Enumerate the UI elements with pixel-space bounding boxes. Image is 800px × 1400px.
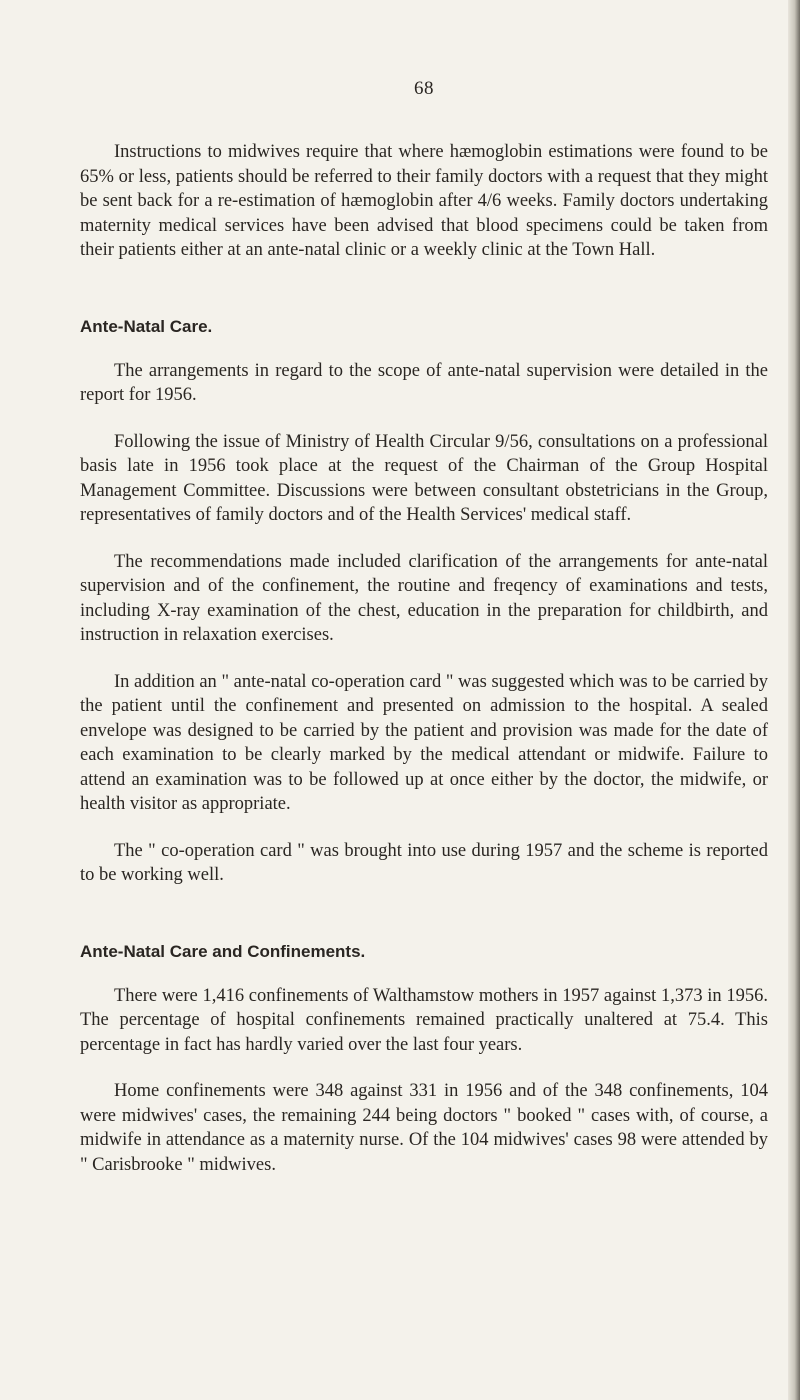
document-page — [80, 78, 768, 1177]
paragraph: In addition an " ante-natal co-operation card " was suggested which was to be carried by the patient until the confinement and presented on admission to the hospital. A sealed envelope was designed to be carried by the patient and provision was made for the date of each examination to be clearly marked by the medical attendant or midwife. Failure to attend an examination was to be followed up at once either by the doctor, the midwife, or health visitor as appropriate. — [80, 671, 768, 814]
page-number: 68 — [414, 78, 434, 99]
intro-paragraph: Instructions to midwives require that where hæmoglobin estimations were found to be 65% or less, patients should be referred to their family doctors with a request that they might be sent back for a re-estimation of hæmoglobin after 4/6 weeks. Family doctors undertaking maternity medical services have been advised that blood specimens could be taken from their patients either at an ante-natal clinic or a weekly clinic at the Town Hall. — [80, 142, 768, 260]
paragraph: The recommendations made included clarification of the arrangements for ante-natal supervision and of the confinement, the routine and freqency of examinations and tests, including X-ray examination of the chest, education in the preparation for childbirth, and instruction in relaxation exercises. — [80, 551, 768, 645]
page-edge-shadow — [788, 0, 800, 1400]
section-ante-natal-care-and-confinements — [80, 940, 768, 1178]
paragraph: The " co-operation card " was brought into use during 1957 and the scheme is reported to be working well. — [80, 840, 768, 885]
section-heading: Ante-Natal Care and Confinements. — [80, 941, 366, 961]
paragraph: The arrangements in regard to the scope of ante-natal supervision were detailed in the report for 1956. — [80, 360, 768, 405]
section-ante-natal-care — [80, 315, 768, 888]
paragraph: Home confinements were 348 against 331 in 1956 and of the 348 confinements, 104 were midwives' cases, the remaining 244 being doctors " booked " cases with, of course, a midwife in attendance as a maternity nurse. Of the 104 midwives' cases 98 were attended by " Carisbrooke " midwives. — [80, 1081, 768, 1175]
section-heading: Ante-Natal Care. — [80, 316, 213, 336]
paragraph: Following the issue of Ministry of Health Circular 9/56, consultations on a professional basis late in 1956 took place at the request of the Chairman of the Group Hospital Management Committee. Discussions were between consultant obstetricians in the Group, representatives of family doctors and of the Health Services' medical staff. — [80, 431, 768, 525]
paragraph: There were 1,416 confinements of Walthamstow mothers in 1957 against 1,373 in 1956. The percentage of hospital confinements remained practically unaltered at 75.4. This percentage in fact has hardly varied over the last four years. — [80, 985, 768, 1055]
